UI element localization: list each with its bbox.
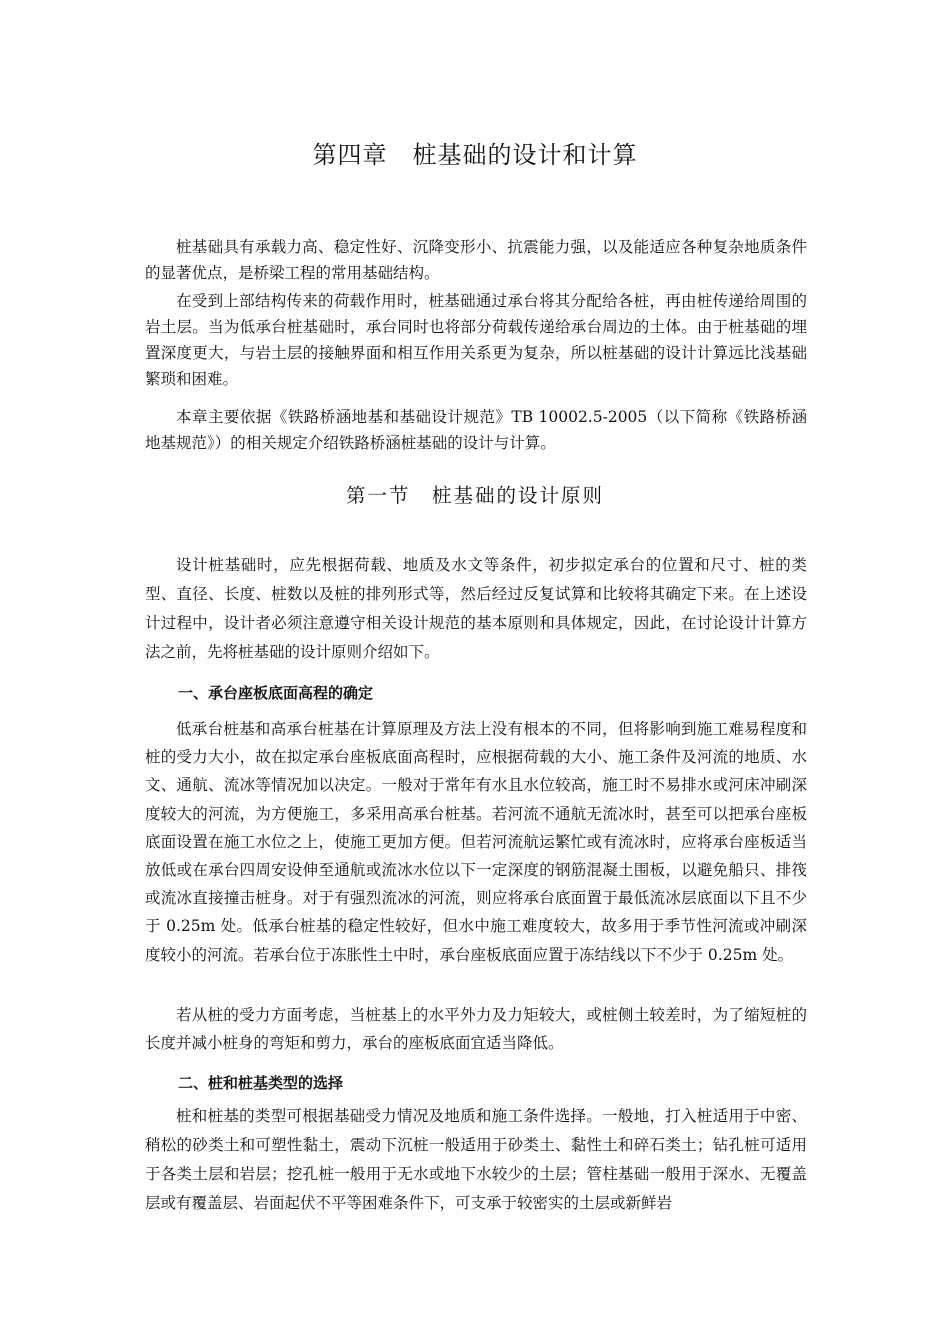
intro-paragraph-1: 桩基础具有承载力高、稳定性好、沉降变形小、抗震能力强，以及能适应各种复杂地质条件的显著优点，是桥梁工程的常用基础结构。 [145,238,807,282]
chapter-title: 第四章 桩基础的设计和计算 [312,141,638,169]
subsection-2-paragraph-1: 桩和桩基的类型可根据基础受力情况及地质和施工条件选择。一般地，打入桩适用于中密、稍松的砂类土和可塑性黏土，震动下沉桩一般适用于砂类土、黏性土和碎石类土；钻孔桩可适用于各类土层和岩层；挖孔桩一般用于无水或地下水较少的土层；管柱基础一般用于深水、无覆盖层或有覆盖层、岩面起伏不平等困难条件下，可支承于较密实的土层或新鲜岩 [145,1107,807,1212]
intro-paragraph-3: 本章主要依据《铁路桥涵地基和基础设计规范》TB 10002.5-2005（以下简称《铁路桥涵地基规范》）的相关规定介绍铁路桥涵桩基础的设计与计算。 [145,408,807,452]
subheading-2: 二、桩和桩基类型的选择 [178,1074,344,1092]
section-intro-paragraph: 设计桩基础时，应先根据荷载、地质及水文等条件，初步拟定承台的位置和尺寸、桩的类型、直径、长度、桩数以及桩的排列形式等，然后经过反复试算和比较将其确定下来。在上述设计过程中，设计者必须注意遵守相关设计规范的基本原则和具体规定，因此，在讨论设计计算方法之前，先将桩基础的设计原则介绍如下。 [145,556,807,661]
intro-paragraph-2: 在受到上部结构传来的荷载作用时，桩基础通过承台将其分配给各桩，再由桩传递给周围的岩土层。当为低承台桩基础时，承台同时也将部分荷载传递给承台周边的土体。由于桩基础的埋置深度更大，与岩土层的接触界面和相互作用关系更为复杂，所以桩基础的设计计算远比浅基础繁琐和困难。 [145,292,807,388]
section-title: 第一节 桩基础的设计原则 [345,484,604,507]
subsection-1-paragraph-1: 低承台桩基和高承台桩基在计算原理及方法上没有根本的不同，但将影响到施工难易程度和桩的受力大小，故在拟定承台座板底面高程时，应根据荷载的大小、施工条件及河流的地质、水文、通航、流冰等情况加以决定。一般对于常年有水且水位较高，施工时不易排水或河床冲刷深度较大的河流，为方便施工，多采用高承台桩基。若河流不通航无流冰时，甚至可以把承台座板底面设置在施工水位之上，使施工更加方便。但若河流航运繁忙或有流冰时，应将承台座板适当放低或在承台四周安设伸至通航或流冰水位以下一定深度的钢筋混凝土围板，以避免船只、排筏或流冰直接撞击桩身。对于有强烈流冰的河流，则应将承台底面置于最低流冰层底面以下且不少于 0.25m 处。低承台桩基的稳定性较好，但水中施工难度较大，故多用于季节性河流或冲刷深度较小的河流。若承台位于冻胀性土中时，承台座板底面应置于冻结线以下不少于 0.25m 处。 [145,720,807,964]
subheading-1: 一、承台座板底面高程的确定 [178,684,374,702]
subsection-1-paragraph-2: 若从桩的受力方面考虑，当桩基上的水平外力及力矩较大，或桩侧土较差时，为了缩短桩的长度并减小桩身的弯矩和剪力，承台的座板底面宜适当降低。 [145,1006,807,1052]
